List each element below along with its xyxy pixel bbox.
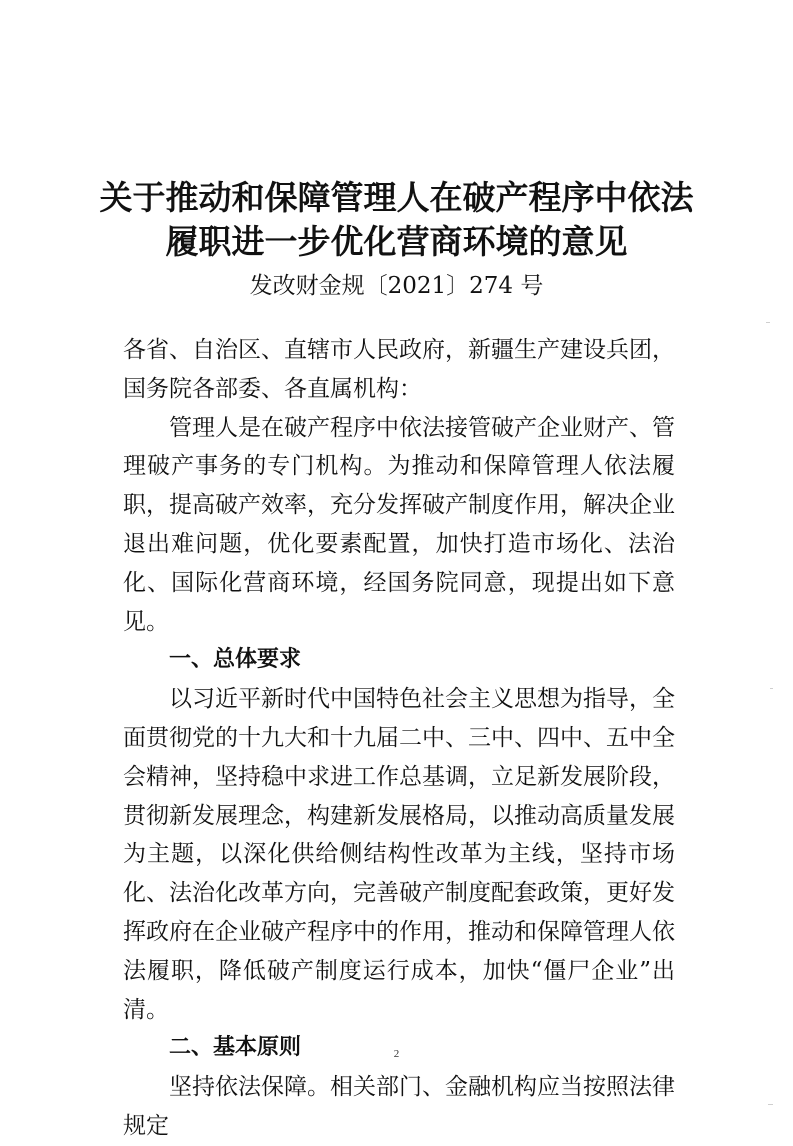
scan-speck [768,1104,773,1105]
page-number: 2 [393,1048,400,1060]
scan-speck [766,322,770,323]
document-number: 发改财金规〔2021〕274 号 [249,273,544,299]
document-title-line-2: 履职进一步优化营商环境的意见 [165,222,628,261]
section-2-heading: 二、基本原则 [169,1035,302,1061]
addressee: 各省、自治区、直辖市人民政府，新疆生产建设兵团，国务院各部委、各直属机构： [123,337,675,402]
intro-paragraph: 管理人是在破产程序中依法接管破产企业财产、管理破产事务的专门机构。为推动和保障管理人依法履职，提高破产效率，充分发挥破产制度作用，解决企业退出难问题，优化要素配置，加快打造市场化、法治化、国际化营商环境，经国务院同意，现提出如下意见。 [123,414,675,635]
scan-speck [770,688,773,689]
document-body [123,331,675,1146]
section-1-heading: 一、总体要求 [169,647,302,673]
section-1-paragraph: 以习近平新时代中国特色社会主义思想为指导，全面贯彻党的十九大和十九届二中、三中、四中、五中全会精神，坚持稳中求进工作总基调，立足新发展阶段，贯彻新发展理念，构建新发展格局，以推动高质量发展为主题，以深化供给侧结构性改革为主线，坚持市场化、法治化改革方向，完善破产制度配套政策，更好发挥政府在企业破产程序中的作用，推动和保障管理人依法履职，降低破产制度运行成本，加快“僵尸企业”出清。 [123,686,675,1023]
section-2-paragraph: 坚持依法保障。相关部门、金融机构应当按照法律规定 [123,1074,675,1139]
document-title-line-1: 关于推动和保障管理人在破产程序中依法 [99,178,694,217]
